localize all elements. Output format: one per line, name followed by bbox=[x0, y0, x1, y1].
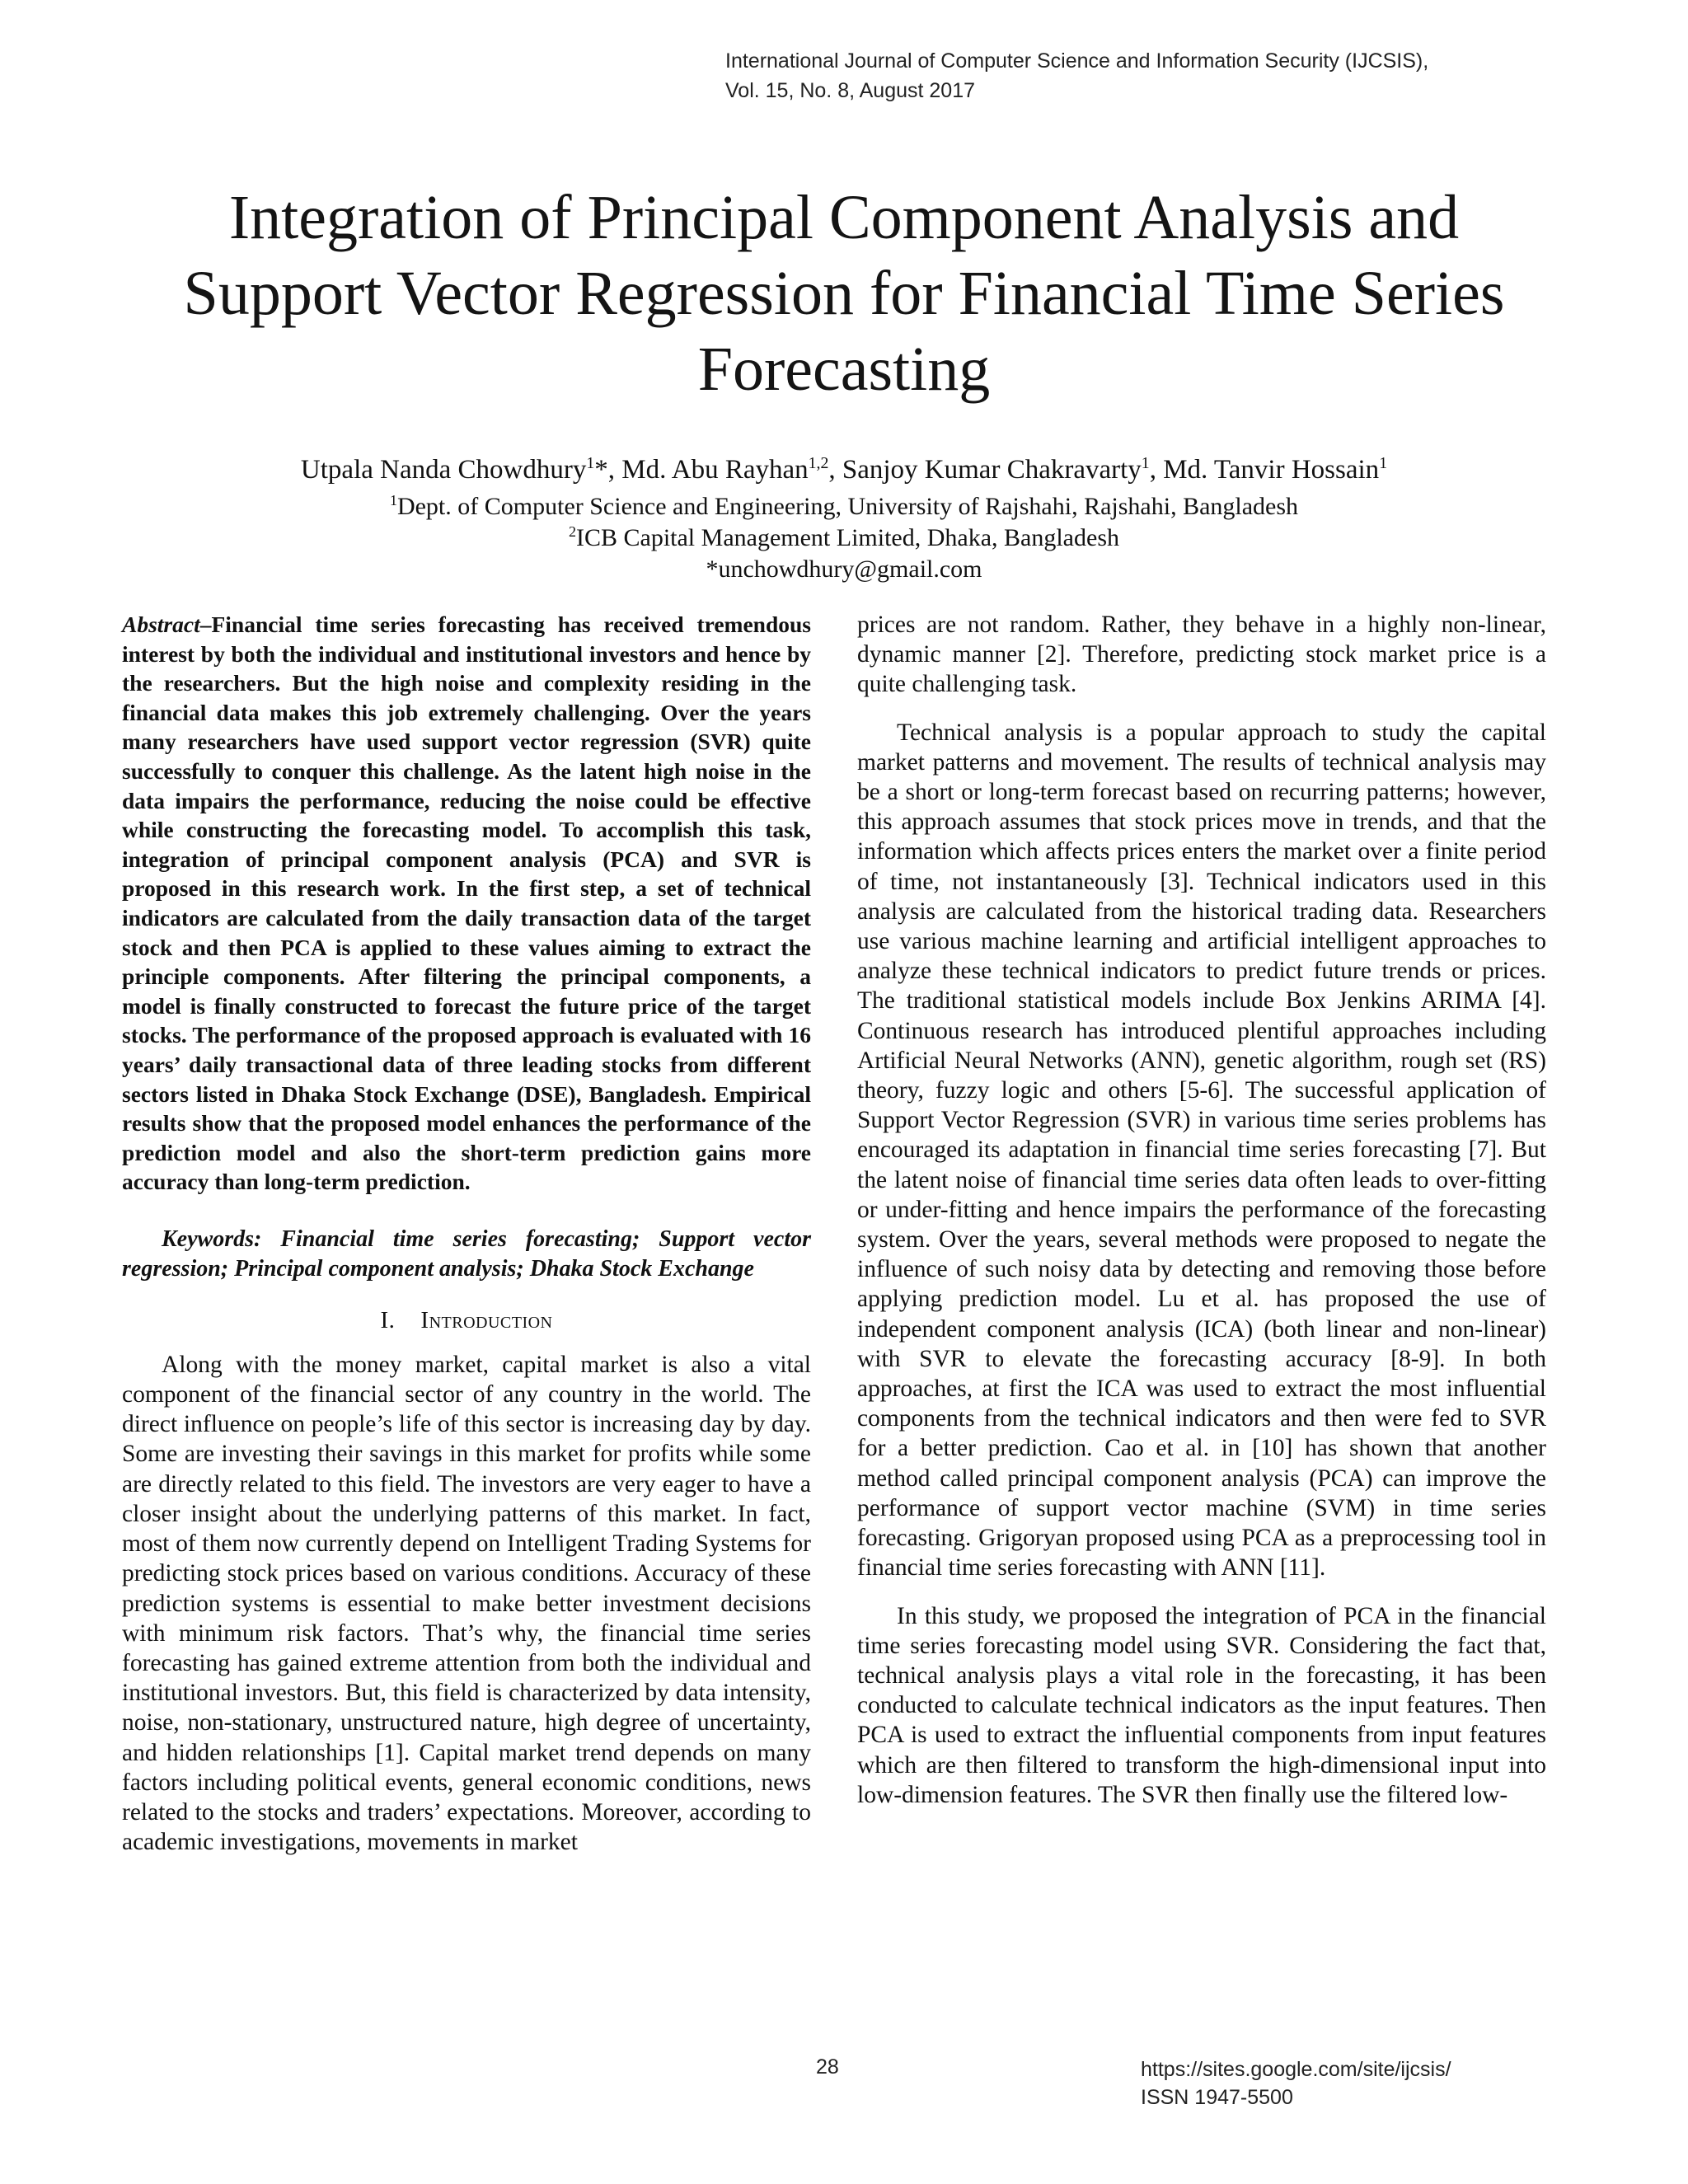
keywords bbox=[122, 1225, 811, 1284]
author-name: Md. Tanvir Hossain bbox=[1163, 455, 1380, 485]
section-title: Introduction bbox=[420, 1306, 553, 1333]
affiliation-2 bbox=[99, 523, 1589, 554]
footer-issn: ISSN 1947-5500 bbox=[1141, 2086, 1293, 2109]
journal-header bbox=[725, 46, 1632, 105]
title-line-1: Integration of Principal Component Analysis and bbox=[228, 183, 1460, 252]
author-list bbox=[99, 453, 1589, 486]
journal-volume: Vol. 15, No. 8, August 2017 bbox=[725, 79, 976, 102]
author-separator: , bbox=[1149, 455, 1164, 485]
right-column bbox=[857, 610, 1546, 1810]
author-separator: , bbox=[828, 455, 842, 485]
abstract bbox=[122, 610, 811, 1197]
author-name: Md. Abu Rayhan bbox=[621, 455, 809, 485]
footer-url: https://sites.google.com/site/ijcsis/ bbox=[1141, 2058, 1451, 2081]
author-email: *unchowdhury@gmail.com bbox=[706, 555, 982, 583]
affiliation-text: Dept. of Computer Science and Engineering, University of Rajshahi, Rajshahi, Bangladesh bbox=[396, 493, 1299, 520]
section-number: I. bbox=[380, 1306, 396, 1333]
author-superscript: 1 bbox=[1141, 454, 1150, 472]
body-paragraph: prices are not random. Rather, they behave in a highly non-linear, dynamic manner [2]. Therefore, predicting stock market price is a quite challenging task. bbox=[857, 612, 1546, 698]
corresponding-mark: *, bbox=[594, 455, 622, 485]
affiliation-superscript: 1 bbox=[389, 492, 397, 509]
title-line-3: Forecasting bbox=[697, 335, 991, 404]
abstract-paragraph bbox=[122, 610, 811, 1197]
body-paragraph: Technical analysis is a popular approach to study the capital market patterns and movement. The results of technical analysis may be a short or long-term forecast based on recurring patterns; however, this approach assumes that stock prices move in trends, and that the information which affects prices enters the market over a finite period of time, not instantaneously [3]. Technical indicators used in this analysis are calculated from the historical trading data. Researchers use various machine learning and artificial intelligent approaches to analyze these technical indicators to predict future trends or prices. The traditional statistical models include Box Jenkins ARIMA [4]. Continuous research has introduced plentiful approaches including Artificial Neural Networks (ANN), genetic algorithm, rough set (RS) theory, fuzzy logic and others [5-6]. The successful application of Support Vector Regression (SVR) in various time series problems has encouraged its adaptation in financial time series forecasting [7]. But the latent noise of financial time series data often leads to over-fitting or under-fitting and hence impairs the performance of the forecasting system. Over the years, several methods were proposed to negate the influence of such noisy data by detecting and removing those before applying prediction model. Lu et al. has proposed the use of independent component analysis (ICA) (both linear and non-linear) with SVR to elevate the forecasting accuracy [8-9]. In both approaches, at first the ICA was used to extract the most influential components from the technical indicators and then were fed to SVR for a better prediction. Cao et al. in [10] has shown that another method called principal component analysis (PCA) can improve the performance of support vector machine (SVM) in time series forecasting. Grigoryan proposed using PCA as a preprocessing tool in financial time series forecasting with ANN [11]. bbox=[857, 719, 1546, 1582]
affiliation-superscript: 2 bbox=[568, 523, 576, 540]
keywords-text: Keywords: Financial time series forecasting; Support vector regression; Principal component analysis; Dhaka Stock Exchange bbox=[122, 1226, 811, 1282]
author-name: Sanjoy Kumar Chakravarty bbox=[842, 455, 1142, 485]
affiliation-1 bbox=[99, 491, 1589, 523]
paper-title bbox=[99, 180, 1589, 407]
author-name: Utpala Nanda Chowdhury bbox=[300, 455, 587, 485]
abstract-lead: Abstract bbox=[122, 612, 200, 637]
body-paragraph: In this study, we proposed the integration of PCA in the financial time series forecasting model using SVR. Considering the fact that, technical analysis plays a vital role in the forecasting, it has been conducted to calculate technical indicators as the input features. Then PCA is used to extract the influential components from input features which are then filtered to transform the high-dimensional input into low-dimension features. The SVR then finally use the filtered low- bbox=[857, 1602, 1546, 1808]
page-number: 28 bbox=[816, 2055, 839, 2079]
footer-info bbox=[1141, 2055, 1451, 2111]
author-superscript: 1,2 bbox=[808, 454, 829, 472]
author-superscript: 1 bbox=[1379, 454, 1388, 472]
author-superscript: 1 bbox=[586, 454, 595, 472]
title-line-2: Support Vector Regression for Financial Time Series bbox=[183, 259, 1505, 328]
left-column bbox=[122, 610, 811, 1857]
body-paragraph: Along with the money market, capital market is also a vital component of the financial sector of any country in the world. The direct influence on people’s life of this sector is increasing day by day. Some are investing their savings in this market for profits while some are directly related to this field. The investors are very eager to have a closer insight about the underlying patterns of this market. In fact, most of them now currently depend on Intelligent Trading Systems for predicting stock prices based on various conditions. Accuracy of these prediction systems is essential to make better investment decisions with minimum risk factors. That’s why, the financial time series forecasting has gained extreme attention from both the individual and institutional investors. But, this field is characterized by data intensity, noise, non-stationary, unstructured nature, high degree of uncertainty, and hidden relationships [1]. Capital market trend depends on many factors including political events, general economic conditions, news related to the stocks and traders’ expectations. Moreover, according to academic investigations, movements in market bbox=[122, 1351, 811, 1856]
section-heading-introduction bbox=[122, 1305, 811, 1335]
abstract-text: –Financial time series forecasting has received tremendous interest by both the individual and institutional investors and hence by the researchers. But the high noise and complexity residing in the financial data makes this job extremely challenging. Over the years many researchers have used support vector regression (SVR) quite successfully to conquer this challenge. As the latent high noise in the data impairs the performance, reducing the noise could be effective while constructing the forecasting model. To accomplish this task, integration of principal component analysis (PCA) and SVR is proposed in this research work. In the first step, a set of technical indicators are calculated from the daily transaction data of the target stock and then PCA is applied to these values aiming to extract the principle components. After filtering the principal components, a model is finally constructed to forecast the future price of the target stocks. The performance of the proposed approach is evaluated with 16 years’ daily transactional data of three leading stocks from different sectors listed in Dhaka Stock Exchange (DSE), Bangladesh. Empirical results show that the proposed model enhances the performance of the prediction model and also the short-term prediction gains more accuracy than long-term prediction. bbox=[122, 612, 811, 1195]
journal-name: International Journal of Computer Science and Information Security (IJCSIS), bbox=[725, 49, 1429, 73]
affiliation-text: ICB Capital Management Limited, Dhaka, Bangladesh bbox=[575, 524, 1119, 551]
